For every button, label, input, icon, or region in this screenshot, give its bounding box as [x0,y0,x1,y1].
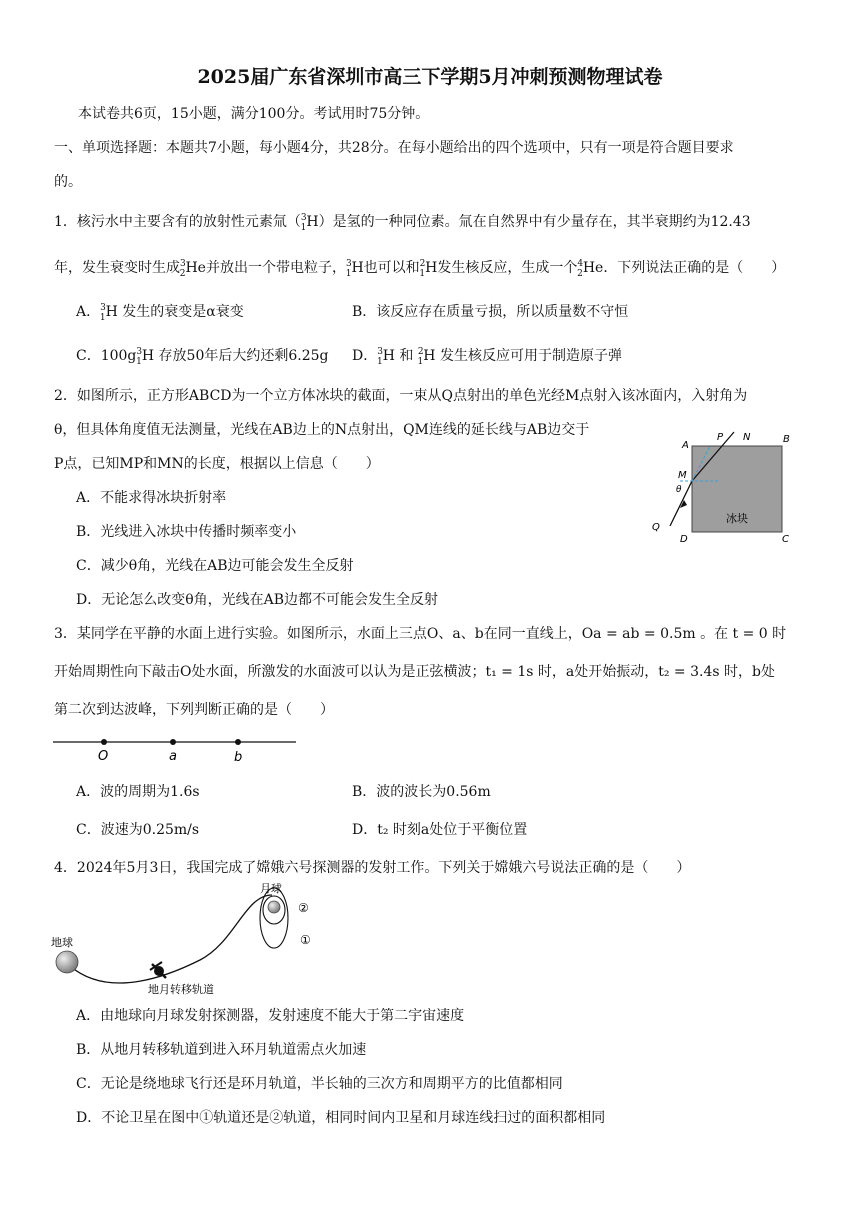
q3-stem-line2: 开始周期性向下敲击O处水面，所激发的水面波可以认为是正弦横波；t₁ = 1s 时，a处开始振动，t₂ = 3.4s 时，b处 [54,664,775,680]
label-a: A [682,440,689,451]
q3-stem-line1: 3．某同学在平静的水面上进行实验。如图所示，水面上三点O、a、b在同一直线上，Oa = ab = 0.5m 。在 t = 0 时 [54,626,787,642]
q4-option-c: C．无论是绕地球飞行还是环月轨道，半长轴的三次方和周期平方的比值都相同 [76,1076,563,1092]
label-d: D [680,534,688,545]
q3-option-c: C．波速为0.25m/s [76,822,200,838]
q3-option-d: D．t₂ 时刻a处位于平衡位置 [352,822,528,838]
q4-option-b: B．从地月转移轨道到进入环月轨道需点火加速 [76,1042,367,1058]
q1-stem-line2: 年，发生衰变时生成$^3_2$He并放出一个带电粒子，$^3_1$H也可以和$^2_1$H发生核反应，生成一个$^4_2$He．下列说法正确的是（ ） [54,259,786,279]
label-c: C [782,534,789,545]
q4-option-a: A．由地球向月球发射探测器，发射速度不能大于第二宇宙速度 [76,1008,465,1024]
q1-option-a: A．$^3_1$H 发生的衰变是α衰变 [76,303,244,323]
section-1-heading: 一、单项选择题：本题共7小题，每小题4分，共28分。在每小题给出的四个选项中，只有一项是符合题目要求 [54,140,734,156]
orbit-1 [260,888,288,948]
label-o: O [98,749,109,764]
label-n: N [743,432,751,443]
q3-option-b: B．波的波长为0.56m [352,784,491,800]
label-ice: 冰块 [726,512,748,525]
q3-option-a: A．波的周期为1.6s [76,784,200,800]
exam-intro: 本试卷共6页，15小题，满分100分。考试用时75分钟。 [78,106,430,122]
point-o [101,739,107,745]
earth-icon [56,951,78,973]
label-b: B [783,434,790,445]
q2-option-a: A．不能求得冰块折射率 [76,490,227,506]
q2-stem-line1: 2．如图所示，正方形ABCD为一个立方体冰块的截面，一束从Q点射出的单色光经M点射入该冰面内，入射角为 [54,388,748,404]
water-points-diagram [50,732,304,768]
exit-ray [722,432,734,446]
label-p: P [717,432,724,443]
point-a [170,739,176,745]
q2-option-c: C．减少θ角，光线在AB边可能会发生全反射 [76,558,354,574]
q2-option-d: D．无论怎么改变θ角，光线在AB边都不可能会发生全反射 [76,592,439,608]
q1-option-d: D．$^3_1$H 和 $^2_1$H 发生核反应可用于制造原子弹 [352,347,622,367]
exam-title: 2025届广东省深圳市高三下学期5月冲刺预测物理试卷 [197,66,663,88]
q1-option-b: B．该反应存在质量亏损，所以质量数不守恒 [352,304,629,320]
label-orbit-2: ② [298,901,309,915]
q4-option-d: D．不论卫星在图中①轨道还是②轨道，相同时间内卫星和月球连线扫过的面积都相同 [76,1110,606,1126]
q2-stem-line2: θ，但具体角度值无法测量，光线在AB边上的N点射出，QM连线的延长线与AB边交于 [54,422,590,438]
label-orbit-1: ① [300,933,311,947]
transfer-orbit-path [70,895,272,983]
label-q: Q [652,522,660,533]
q2-option-b: B．光线进入冰块中传播时频率变小 [76,524,297,540]
section-1-heading-cont: 的。 [54,174,82,190]
ice-block-diagram [640,428,800,550]
chang-e-orbit-diagram [50,880,340,1000]
point-b [235,739,241,745]
q1-stem-line1: 1．核污水中主要含有的放射性元素氚（$^3_1$H）是氢的一种同位素。氚在自然界中有少量存在，其半衰期约为12.43 [54,213,751,233]
q1-option-c: C．$100g^3_1H$ 存放50年后大约还剩6.25g [76,347,329,367]
moon-icon [268,901,280,913]
q2-stem-line3: P点，已知MP和MN的长度，根据以上信息（ ） [54,456,380,472]
q3-stem-line3: 第二次到达波峰，下列判断正确的是（ ） [54,702,334,718]
label-moon: 月球 [260,882,282,895]
label-transfer-orbit: 地月转移轨道 [148,983,214,996]
label-theta: θ [676,485,682,495]
label-a-point: a [169,749,177,764]
q4-stem: 4．2024年5月3日，我国完成了嫦娥六号探测器的发射工作。下列关于嫦娥六号说法正确的是（ ） [54,860,691,876]
label-m: M [678,470,687,481]
label-earth: 地球 [51,936,73,949]
label-b-point: b [234,750,243,765]
